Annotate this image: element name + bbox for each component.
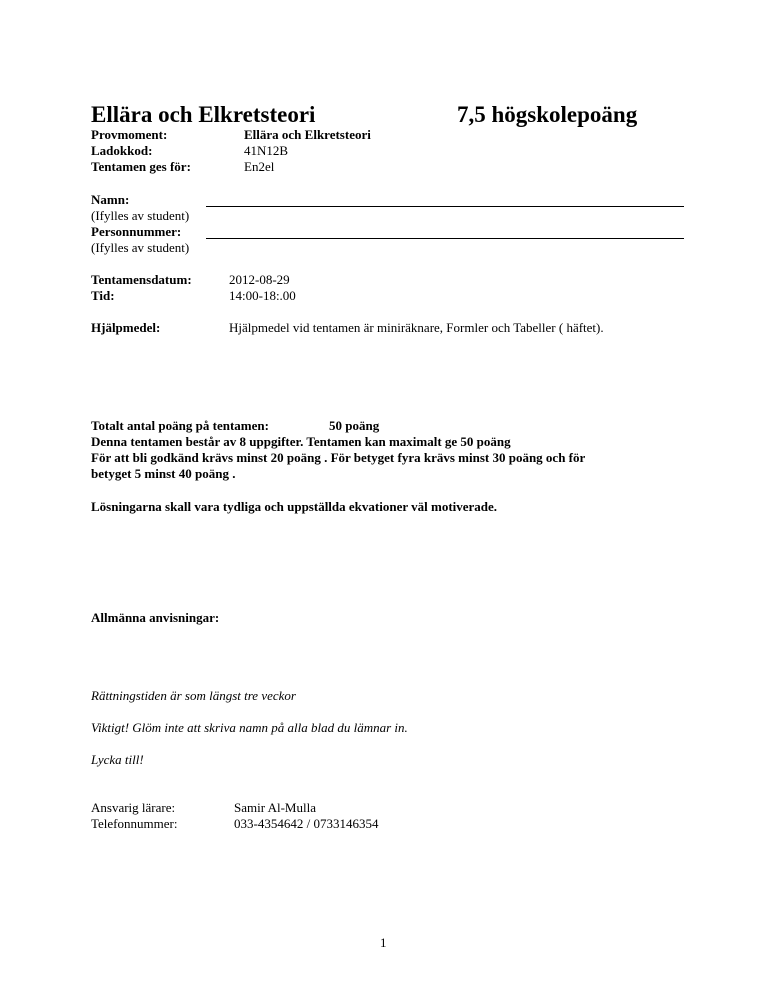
course-info-value: Ellära och Elkretsteori xyxy=(244,127,371,142)
grading-time-note: Rättningstiden är som längst tre veckor xyxy=(91,688,296,703)
total-points-value: 50 poäng xyxy=(329,418,380,433)
exam-date-label: Tentamensdatum: xyxy=(91,272,192,287)
exam-time-label: Tid: xyxy=(91,288,115,303)
good-luck-note: Lycka till! xyxy=(91,752,144,767)
course-title: Ellära och Elkretsteori xyxy=(91,102,316,127)
exam-date-value: 2012-08-29 xyxy=(229,272,290,287)
aids-label: Hjälpmedel: xyxy=(91,320,161,335)
name-hint: (Ifylles av student) xyxy=(91,208,190,223)
tasks-info: Denna tentamen består av 8 uppgifter. Tentamen kan maximalt ge 50 poäng xyxy=(91,434,511,449)
instructions-heading: Allmänna anvisningar: xyxy=(91,610,220,625)
aids-value: Hjälpmedel vid tentamen är miniräknare, Formler och Tabeller ( häftet). xyxy=(229,320,604,335)
course-info-value: 41N12B xyxy=(244,143,289,158)
pnr-hint: (Ifylles av student) xyxy=(91,240,190,255)
course-info-value: En2el xyxy=(244,159,275,174)
grading-info: För att bli godkänd krävs minst 20 poäng . För betyget fyra krävs minst 30 poäng och för xyxy=(91,450,586,465)
course-info-label: Tentamen ges för: xyxy=(91,159,191,174)
phone-value: 033-4354642 / 0733146354 xyxy=(234,816,379,831)
name-input-line xyxy=(206,206,684,207)
page-number: 1 xyxy=(380,935,387,950)
exam-time-value: 14:00-18:.00 xyxy=(229,288,296,303)
pnr-label: Personnummer: xyxy=(91,224,182,239)
teacher-name: Samir Al-Mulla xyxy=(234,800,316,815)
name-label: Namn: xyxy=(91,192,130,207)
credits: 7,5 högskolepoäng xyxy=(457,102,638,127)
solutions-note: Lösningarna skall vara tydliga och uppställda ekvationer väl motiverade. xyxy=(91,499,498,514)
course-info-label: Provmoment: xyxy=(91,127,168,142)
phone-label: Telefonnummer: xyxy=(91,816,178,831)
important-note: Viktigt! Glöm inte att skriva namn på alla blad du lämnar in. xyxy=(91,720,408,735)
teacher-label: Ansvarig lärare: xyxy=(91,800,176,815)
total-points-label: Totalt antal poäng på tentamen: xyxy=(91,418,269,433)
grading-info-continued: betyget 5 minst 40 poäng . xyxy=(91,466,236,481)
course-info-label: Ladokkod: xyxy=(91,143,153,158)
pnr-input-line xyxy=(206,238,684,239)
